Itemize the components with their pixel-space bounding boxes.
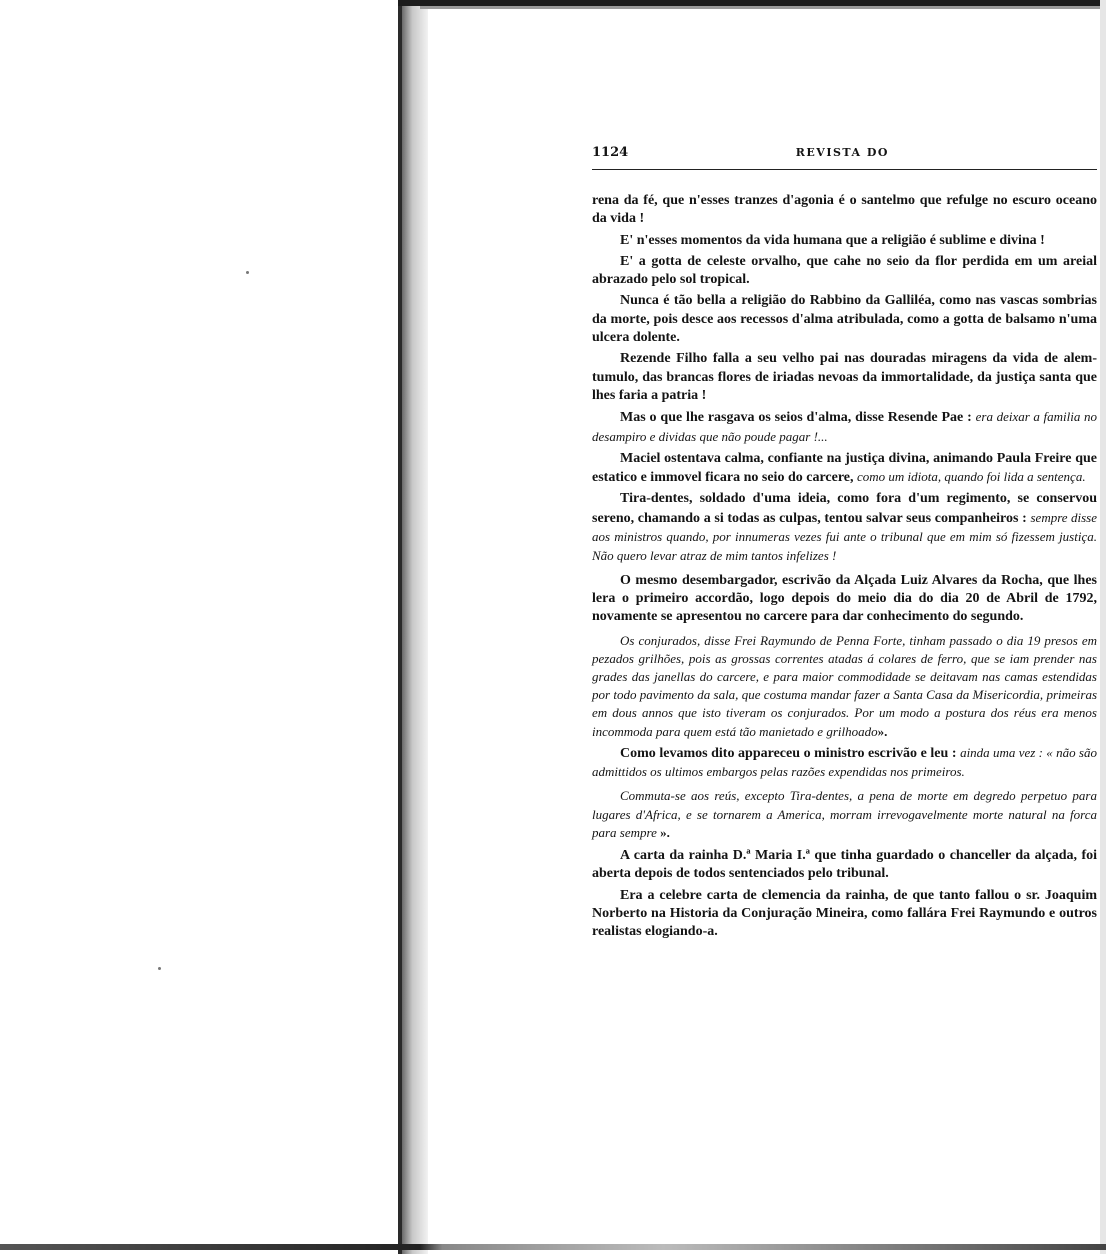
paragraph: [592, 490, 1097, 566]
scan-speck: [246, 271, 249, 274]
scan-speck: [158, 967, 161, 970]
page-bottom-edge: [0, 1244, 1106, 1250]
paragraph: Era a celebre carta de clemencia da rainha, de que tanto fallou o sr. Joaquim Norberto na Historia da Conjuração Mineira, como fallára Frei Raymundo e outros realistas elogiando-a.: [592, 887, 1097, 940]
paragraph: Nunca é tão bella a religião do Rabbino da Galliléa, como nas vascas sombrias da morte, pois desce aos recessos d'alma atribulada, como a gotta de balsamo n'uma ulcera dolente.: [592, 293, 1097, 346]
page-number: 1124: [592, 145, 629, 160]
paragraph-italic: era deixar a familia no desampiro e dividas que não poude pagar !...: [592, 409, 1097, 444]
binding-shadow: [402, 0, 428, 1254]
body-text: [592, 192, 1097, 941]
paragraph-italic: como um idiota, quando foi lida a sentença.: [857, 469, 1086, 485]
paragraph-text: Maciel ostentava calma, confiante na justiça divina, animando Paula Freire que estatico e immovel ficara no seio do carcere,: [592, 450, 1097, 486]
paragraph: rena da fé, que n'esses tranzes d'agonia é o santelmo que refulge no escuro oceano da vida !: [592, 193, 1097, 227]
running-title: REVISTA DO: [795, 146, 889, 159]
paragraph-text: Mas o que lhe rasgava os seios d'alma, disse Resende Pae :: [620, 410, 972, 426]
quote-paragraph: [592, 787, 1097, 842]
paragraph: O mesmo desembargador, escrivão da Alçada Luiz Alvares da Rocha, que lhes lera o primeiro accordão, logo depois do meio dia do dia 20 de Abril de 1792, novamente se apresentou no carcere para dar conhecimento do segundo.: [592, 572, 1097, 625]
header-rule: [592, 169, 1097, 170]
quote-paragraph: [592, 632, 1097, 741]
paragraph: E' a gotta de celeste orvalho, que cahe no seio da flor perdida em um areial abrazado pelo sol tropical.: [592, 253, 1097, 288]
paragraph-text: Tira-dentes, soldado d'uma ideia, como fora d'um regimento, se conservou sereno, chamando a si todas as culpas, tentou salvar seus companheiros :: [592, 491, 1097, 526]
paragraph-italic: sempre disse aos ministros quando, por innumeras vezes fui ante o tribunal que em mim só fizessem justiça. Não quero levar atraz de mim tantos infelizes !: [592, 509, 1097, 564]
paragraph: [592, 450, 1097, 488]
quote-close: ».: [660, 824, 670, 840]
document-page: [592, 145, 1097, 944]
page-top-edge-inner: [420, 6, 1106, 9]
page-right-edge: [1100, 0, 1106, 1254]
paragraph: [592, 744, 1097, 783]
facing-page-blank: [0, 0, 400, 1254]
paragraph: Rezende Filho falla a seu velho pai nas douradas miragens da vida de alem-tumulo, das brancas flores de iriadas nevoas da immortalidade, da justiça santa que lhes faria a patria !: [592, 351, 1097, 403]
quote-text: Os conjurados, disse Frei Raymundo de Penna Forte, tinham passado o dia 19 presos em pezados grilhões, pois as grossas correntes atadas á colares de ferro, que se iam prender nas grades das janellas do carcere, e para maior commodidade se deitavam nas camas estendidas por todo pavimento da sala, que costuma mandar fazer a Santa Casa da Misericordia, primeiras em dous annos que isto tiveram os conjurados. Por um modo a postura dos réus era menos incommoda para quem está tão manietado e grilhoado: [592, 632, 1097, 739]
paragraph: E' n'esses momentos da vida humana que a religião é sublime e divina !: [620, 232, 1045, 248]
quote-close: ».: [877, 723, 888, 739]
quote-text: Commuta-se aos reús, excepto Tira-dentes, a pena de morte em degredo perpetuo para lugares d'Africa, e se tornarem a America, morram irrevogavelmente morte natural na forca para sempre: [592, 788, 1097, 840]
page-header: [592, 145, 1097, 163]
paragraph-text: Como levamos dito appareceu o ministro escrivão e leu :: [620, 745, 957, 761]
paragraph: A carta da rainha D.ª Maria I.ª que tinha guardado o chanceller da alçada, foi aberta depois de todos sentenciados pelo tribunal.: [592, 847, 1097, 882]
paragraph: [592, 408, 1097, 447]
paragraph-italic: ainda uma vez : « não são admittidos os ultimos embargos pelas razões expendidas nos primeiros.: [592, 744, 1097, 780]
